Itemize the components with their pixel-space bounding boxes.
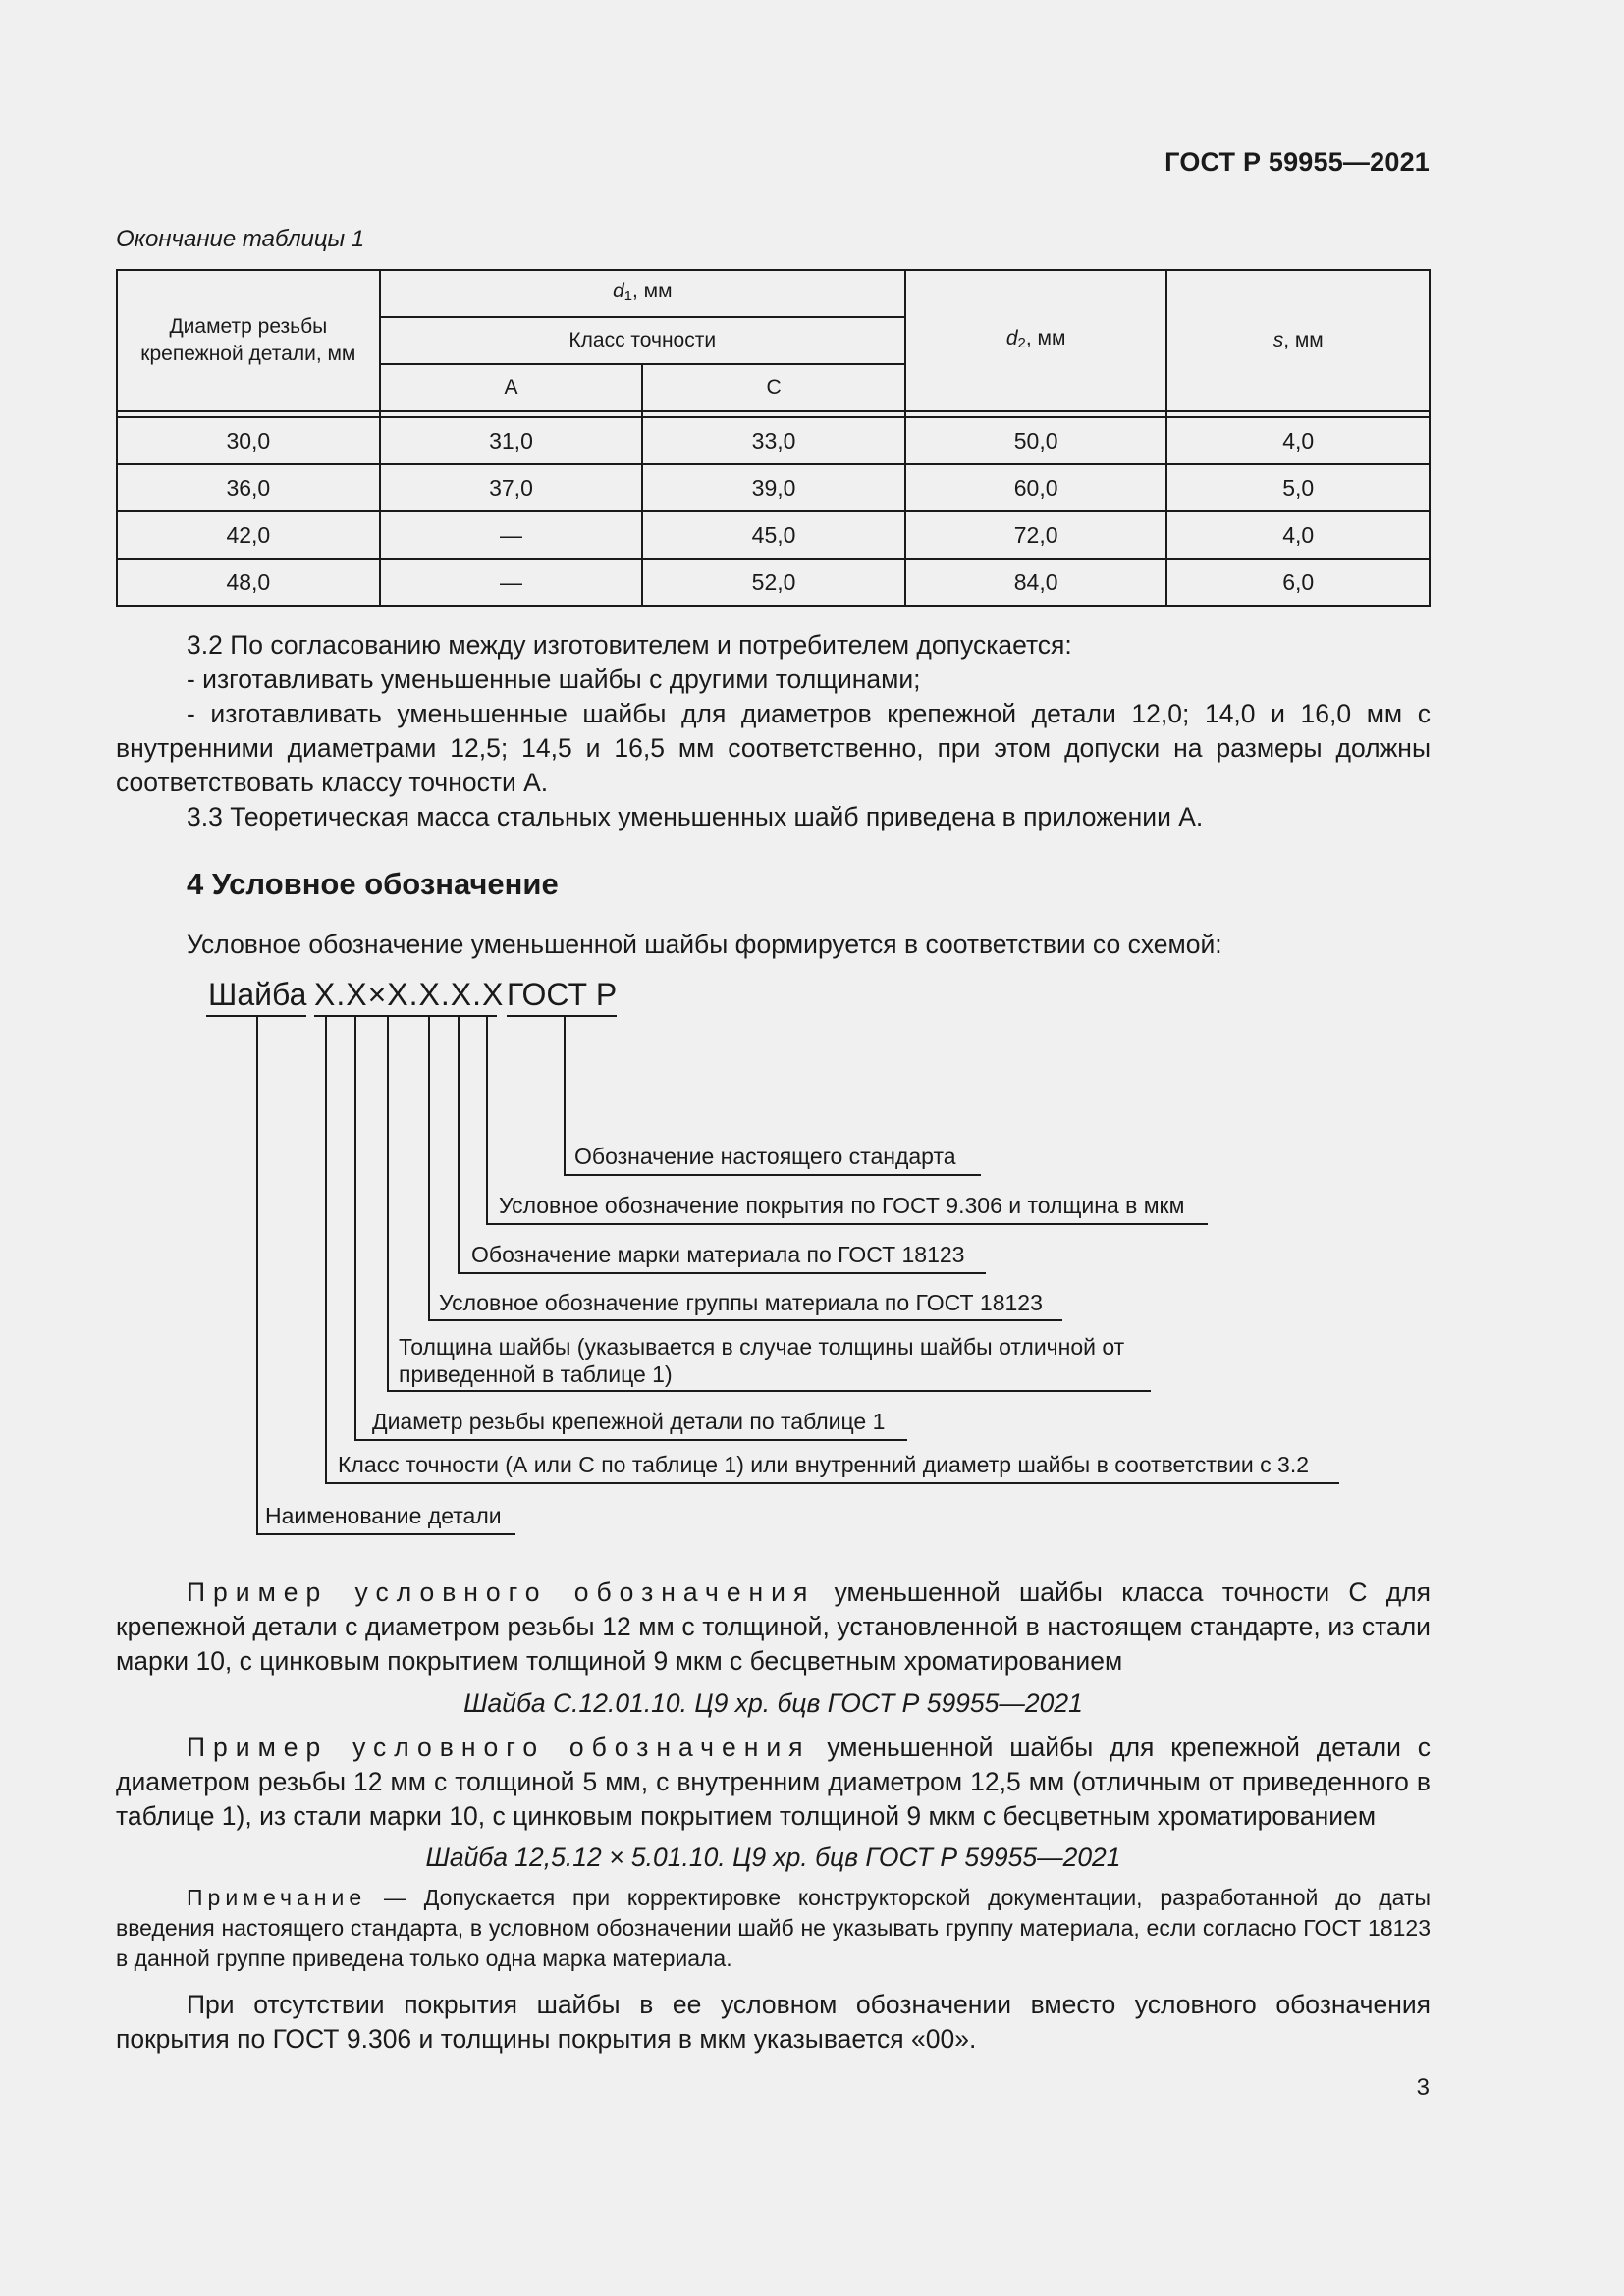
table-caption: Окончание таблицы 1 bbox=[116, 226, 365, 252]
example-2-designation: Шайба 12,5.12 × 5.01.10. Ц9 хр. бцв ГОСТ Р 59955—2021 bbox=[425, 1842, 1121, 1872]
table-row: 36,0 37,0 39,0 60,0 5,0 bbox=[117, 464, 1430, 511]
clause-3-2-item2: - изготавливать уменьшенные шайбы для диаметров крепежной детали 12,0; 14,0 и 16,0 мм с внутренними диаметрами 12,5; 14,5 и 16,5 мм соответственно, при этом допуски на размеры должны соответствовать классу точности А. bbox=[116, 699, 1431, 797]
standard-header: ГОСТ Р 59955—2021 bbox=[1164, 147, 1430, 177]
header-class-a: А bbox=[380, 364, 643, 411]
section-intro: Условное обозначение уменьшенной шайбы формируется в соответствии со схемой: bbox=[187, 930, 1222, 959]
header-thread-diameter: Диаметр резьбы крепежной детали, мм bbox=[117, 270, 380, 411]
scheme-label-part-name: Наименование детали bbox=[265, 1503, 502, 1528]
table-row: 48,0 — 52,0 84,0 6,0 bbox=[117, 559, 1430, 606]
scheme-label-thickness-1: Толщина шайбы (указывается в случае толщины шайбы отличной от bbox=[399, 1334, 1125, 1360]
scheme-word: Шайба bbox=[208, 977, 307, 1012]
scheme-label-material-grade: Обозначение марки материала по ГОСТ 18123 bbox=[471, 1242, 965, 1267]
scheme-label-standard: Обозначение настоящего стандарта bbox=[574, 1144, 956, 1169]
clause-3-3: 3.3 Теоретическая масса стальных уменьшенных шайб приведена в приложении А. bbox=[187, 802, 1204, 831]
final-paragraph: При отсутствии покрытия шайбы в ее условном обозначении вместо условного обозначения покрытия по ГОСТ 9.306 и толщины покрытия в мкм указывается «00». bbox=[116, 1990, 1431, 2054]
table-row: 30,0 31,0 33,0 50,0 4,0 bbox=[117, 417, 1430, 464]
scheme-label-thread-diameter: Диаметр резьбы крепежной детали по таблице 1 bbox=[372, 1409, 886, 1434]
header-accuracy-class: Класс точности bbox=[380, 317, 905, 364]
note: Примечание — Допускается при корректировке конструкторской документации, разработанной до даты введения настоящего стандарта, в условном обозначении шайб не указывать группу материала, если согласно ГОСТ 18123 в данной группе приведена только одна марка материала. bbox=[116, 1885, 1431, 1971]
header-d2: $d_2$, мм bbox=[905, 270, 1167, 411]
clause-3-2-lead: 3.2 По согласованию между изготовителем и потребителем допускается: bbox=[187, 630, 1072, 660]
clause-3-2-item1: - изготавливать уменьшенные шайбы с другими толщинами; bbox=[187, 665, 921, 694]
scheme-std: ГОСТ Р bbox=[507, 977, 618, 1012]
header-d1: $d_1$, мм bbox=[380, 270, 905, 317]
scheme-label-accuracy-class: Класс точности (А или С по таблице 1) или внутренний диаметр шайбы в соответствии с 3.2 bbox=[338, 1452, 1310, 1477]
section-title: 4 Условное обозначение bbox=[187, 867, 559, 901]
scheme-code: Х.Х×Х.Х.Х.Х bbox=[314, 977, 505, 1012]
header-class-c: С bbox=[642, 364, 905, 411]
scheme-label-material-group: Условное обозначение группы материала по ГОСТ 18123 bbox=[439, 1290, 1043, 1315]
scheme-label-thickness-2: приведенной в таблице 1) bbox=[399, 1362, 673, 1387]
example-1: Пример условного обозначения уменьшенной шайбы класса точности С для крепежной детали с диаметром резьбы 12 мм с толщиной, установленной в настоящем стандарте, из стали марки 10, с цинковым покрытием толщиной 9 мкм с бесцветным хроматированием bbox=[116, 1577, 1431, 1676]
table-row: 42,0 — 45,0 72,0 4,0 bbox=[117, 511, 1430, 559]
scheme-label-coating: Условное обозначение покрытия по ГОСТ 9.306 и толщина в мкм bbox=[499, 1193, 1185, 1218]
page-number: 3 bbox=[1416, 2074, 1430, 2101]
example-1-designation: Шайба С.12.01.10. Ц9 хр. бцв ГОСТ Р 59955—2021 bbox=[463, 1688, 1083, 1718]
header-s: s, мм bbox=[1166, 270, 1430, 411]
dimensions-table bbox=[116, 269, 1431, 607]
example-2: Пример условного обозначения уменьшенной шайбы для крепежной детали с диаметром резьбы 12 мм с толщиной 5 мм, с внутренним диаметром 12,5 мм (отличным от приведенного в таблице 1), из стали марки 10, с цинковым покрытием толщиной 9 мкм с бесцветным хроматированием bbox=[116, 1733, 1432, 1831]
